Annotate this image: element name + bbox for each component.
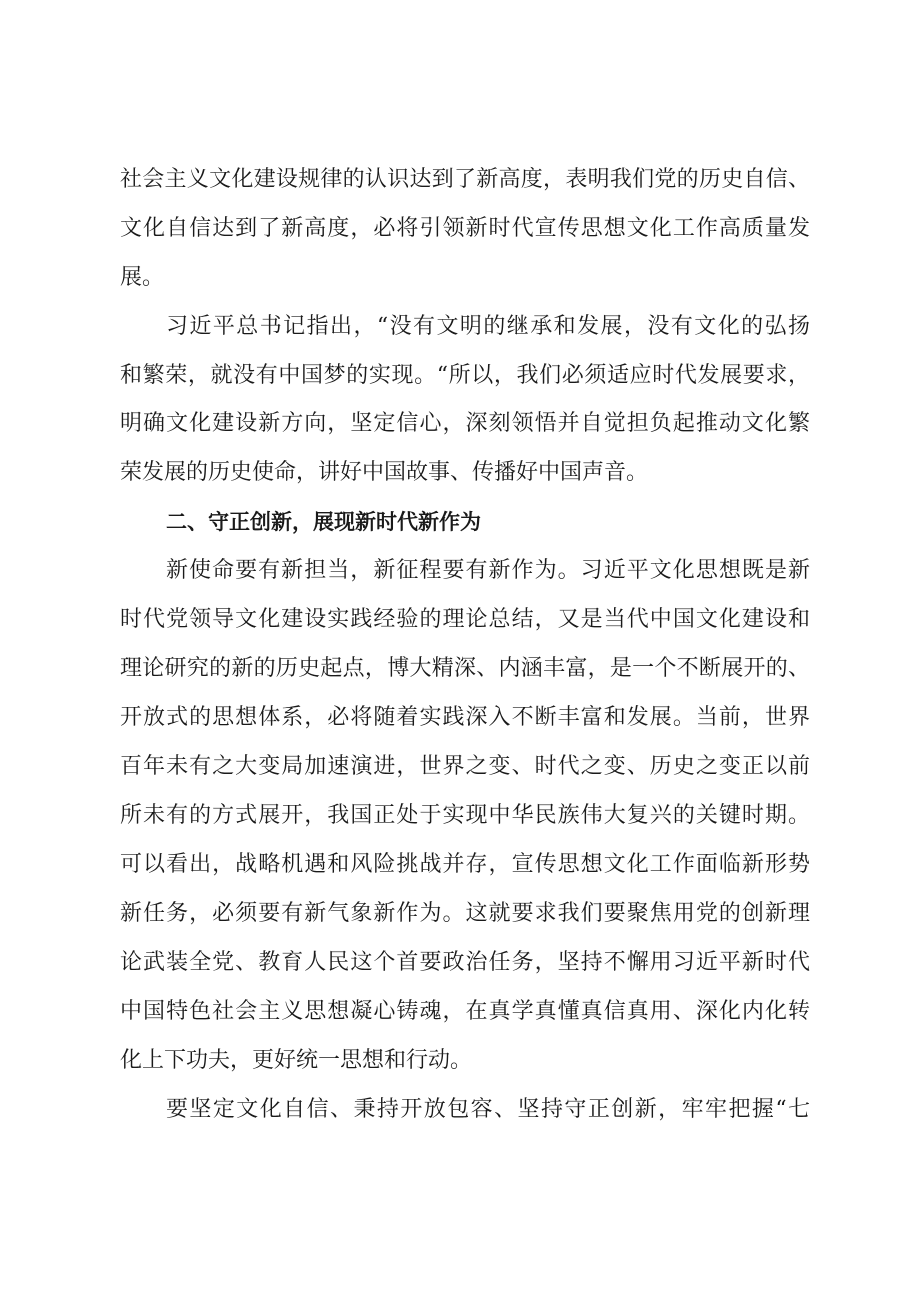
text-line: 和繁荣，就没有中国梦的实现。“所以，我们必须适应时代发展要求， — [120, 363, 810, 388]
text-line: 习近平总书记指出，“没有文明的继承和发展，没有文化的弘扬 — [166, 314, 810, 339]
text-line: 时代党领导文化建设实践经验的理论总结，又是当代中国文化建设和 — [120, 607, 810, 632]
text-line: 可以看出，战略机遇和风险挑战并存，宣传思想文化工作面临新形势 — [120, 852, 810, 877]
text-line: 开放式的思想体系，必将随着实践深入不断丰富和发展。当前，世界 — [120, 705, 810, 730]
text-line: 荣发展的历史使命，讲好中国故事、传播好中国声音。 — [120, 460, 649, 485]
text-line: 要坚定文化自信、秉持开放包容、坚持守正创新，牢牢把握“七 — [166, 1097, 810, 1122]
text-line: 新使命要有新担当，新征程要有新作为。习近平文化思想既是新 — [166, 558, 810, 583]
text-line: 化上下功夫，更好统一思想和行动。 — [120, 1048, 473, 1073]
section-heading: 二、守正创新，展现新时代新作为 — [166, 510, 481, 534]
text-line: 展。 — [120, 265, 165, 290]
text-line: 百年未有之大变局加速演进，世界之变、时代之变、历史之变正以前 — [120, 754, 810, 779]
text-line: 明确文化建设新方向，坚定信心，深刻领悟并自觉担负起推动文化繁 — [120, 411, 810, 436]
text-line: 文化自信达到了新高度，必将引领新时代宣传思想文化工作高质量发 — [120, 216, 810, 241]
text-line: 新任务，必须要有新气象新作为。这就要求我们要聚焦用党的创新理 — [120, 901, 810, 926]
text-line: 论武装全党、教育人民这个首要政治任务，坚持不懈用习近平新时代 — [120, 950, 810, 975]
text-line: 理论研究的新的历史起点，博大精深、内涵丰富，是一个不断展开的、 — [120, 656, 810, 681]
text-line: 中国特色社会主义思想凝心铸魂，在真学真懂真信真用、深化内化转 — [120, 999, 810, 1024]
text-line: 社会主义文化建设规律的认识达到了新高度，表明我们党的历史自信、 — [120, 167, 810, 192]
text-line: 所未有的方式展开，我国正处于实现中华民族伟大复兴的关键时期。 — [120, 803, 810, 828]
